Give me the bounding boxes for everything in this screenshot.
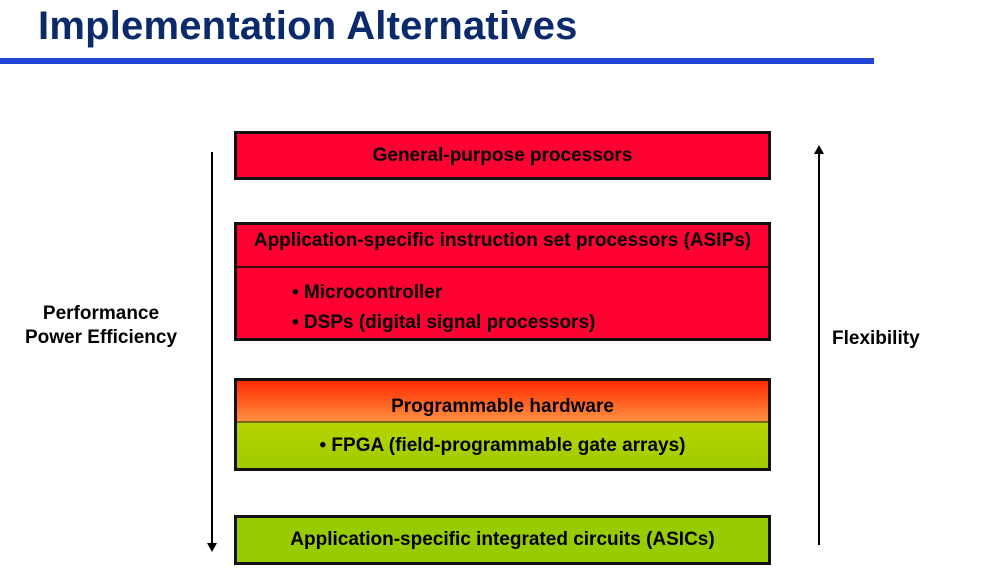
list-item-fpga: • FPGA (field-programmable gate arrays) (319, 434, 686, 456)
general-purpose-processors-box (234, 131, 771, 180)
asip-box (234, 222, 771, 341)
title-underline (0, 58, 874, 64)
performance-label: Performance (42, 303, 160, 324)
programmable-hardware-header (237, 381, 768, 423)
performance-efficiency-label (8, 302, 194, 350)
general-purpose-label: General-purpose processors (372, 144, 633, 166)
asip-label: Application-specific instruction set processors (ASIPs) (237, 225, 768, 268)
flexibility-arrow-head (814, 145, 824, 154)
programmable-hardware-label: Programmable hardware (391, 396, 614, 417)
flexibility-label: Flexibility (832, 328, 920, 349)
power-efficiency-label: Power Efficiency (24, 327, 178, 348)
list-item-dsps: • DSPs (digital signal processors) (292, 312, 596, 333)
asic-label: Application-specific integrated circuits (ASICs) (290, 529, 715, 550)
performance-arrow-head (207, 543, 217, 552)
asip-item-list (292, 278, 595, 338)
programmable-hardware-box (234, 378, 771, 471)
slide-title: Implementation Alternatives (38, 4, 578, 48)
list-item-microcontroller: • Microcontroller (292, 282, 443, 303)
programmable-hardware-body (237, 423, 768, 468)
asic-box (234, 515, 771, 565)
